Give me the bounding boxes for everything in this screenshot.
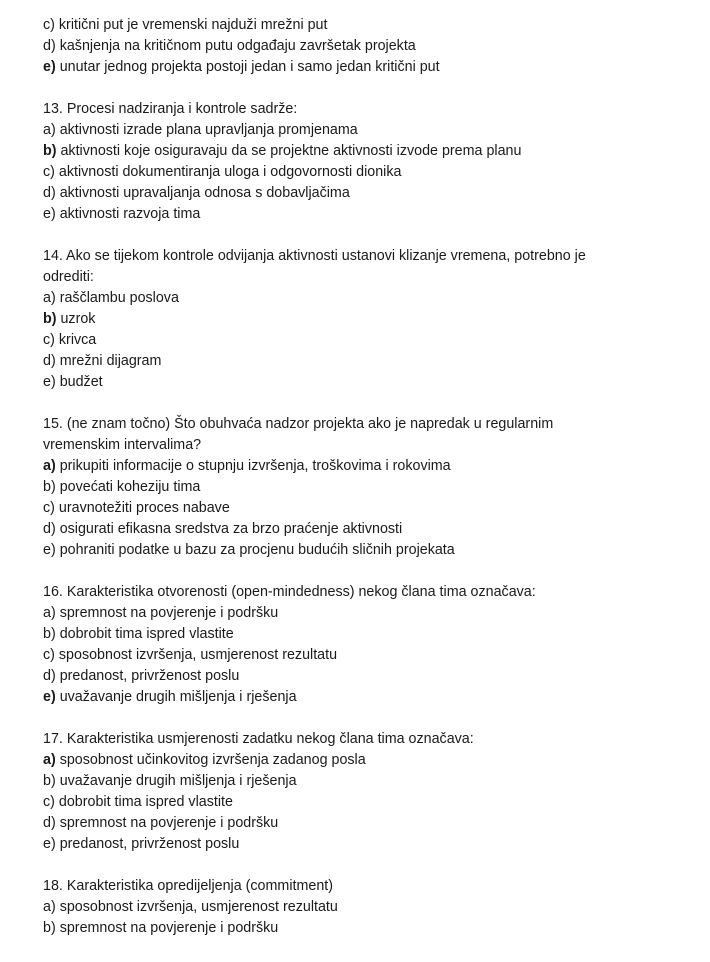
option-text: mrežni dijagram [59,353,162,369]
option-letter: a) [43,899,56,915]
option-letter: d) [43,668,56,684]
answer-option [43,372,683,393]
question-title: 16. Karakteristika otvorenosti (open-mindedness) nekog člana tima označava: [43,584,536,600]
option-letter: d) [43,38,56,54]
option-text: povećati koheziju tima [59,479,201,495]
answer-option [43,603,683,624]
option-letter: d) [43,185,56,201]
option-text: spremnost na povjerenje i podršku [59,815,279,831]
answer-option [43,141,683,162]
answer-option [43,540,683,561]
question-list [43,99,683,939]
answer-option [43,288,683,309]
answer-option [43,897,683,918]
option-letter: e) [43,206,56,222]
option-letter: b) [43,311,57,327]
answer-option [43,162,683,183]
option-text: sposobnost izvršenja, usmjerenost rezultatu [58,647,338,663]
option-text: sposobnost učinkovitog izvršenja zadanog posla [59,752,366,768]
option-text: aktivnosti upravaljanja odnosa s dobavljačima [59,185,350,201]
answer-option [43,687,683,708]
question-block [43,582,683,708]
option-text: uvažavanje drugih mišljenja i rješenja [59,773,297,789]
answer-option [43,456,683,477]
option-letter: d) [43,521,56,537]
option-letter: a) [43,752,56,768]
question-block [43,729,683,855]
answer-option [43,36,683,57]
question-block [43,414,683,561]
answer-option [43,750,683,771]
question-title: 13. Procesi nadziranja i kontrole sadrže: [43,101,298,117]
option-text: predanost, privrženost poslu [59,836,240,852]
option-text: pohraniti podatke u bazu za procjenu budućih sličnih projekata [59,542,455,558]
option-letter: d) [43,353,56,369]
answer-option [43,624,683,645]
option-letter: c) [43,332,55,348]
option-text: budžet [59,374,103,390]
option-letter: c) [43,164,55,180]
answer-option [43,834,683,855]
answer-option [43,15,683,36]
option-text: unutar jednog projekta postoji jedan i samo jedan kritični put [59,59,440,75]
option-letter: c) [43,500,55,516]
option-text: predanost, privrženost poslu [59,668,240,684]
option-letter: c) [43,794,55,810]
answer-option [43,645,683,666]
option-letter: a) [43,458,56,474]
answer-option [43,183,683,204]
answer-option [43,666,683,687]
option-text: uravnotežiti proces nabave [58,500,230,516]
option-text: dobrobit tima ispred vlastite [58,794,233,810]
option-text: krivca [58,332,97,348]
option-text: spremnost na povjerenje i podršku [59,605,279,621]
option-letter: b) [43,479,56,495]
option-letter: b) [43,143,57,159]
option-letter: c) [43,17,55,33]
question-title: 14. Ako se tijekom kontrole odvijanja aktivnosti ustanovi klizanje vremena, potrebno je [43,248,586,264]
option-letter: e) [43,689,56,705]
option-text: aktivnosti izrade plana upravljanja promjenama [59,122,358,138]
option-letter: a) [43,605,56,621]
option-letter: d) [43,815,56,831]
question-block [43,99,683,225]
option-letter: b) [43,920,56,936]
option-text: uzrok [60,311,96,327]
answer-option [43,309,683,330]
question-title: odrediti: [43,269,94,285]
option-text: osigurati efikasna sredstva za brzo praćenje aktivnosti [59,521,403,537]
option-letter: a) [43,290,56,306]
option-text: aktivnosti razvoja tima [59,206,201,222]
option-letter: e) [43,836,56,852]
answer-option [43,519,683,540]
question-title: 18. Karakteristika opredijeljenja (commitment) [43,878,334,894]
question-title: 17. Karakteristika usmjerenosti zadatku nekog člana tima označava: [43,731,474,747]
answer-option [43,120,683,141]
answer-option [43,57,683,78]
option-text: aktivnosti koje osiguravaju da se projektne aktivnosti izvode prema planu [60,143,522,159]
document-page [43,15,683,960]
option-text: uvažavanje drugih mišljenja i rješenja [59,689,297,705]
question-title: 15. (ne znam točno) Što obuhvaća nadzor projekta ako je napredak u regularnim [43,416,554,432]
option-text: dobrobit tima ispred vlastite [59,626,234,642]
option-letter: e) [43,542,56,558]
option-text: raščlambu poslova [59,290,179,306]
option-text: prikupiti informacije o stupnju izvršenja, troškovima i rokovima [59,458,451,474]
option-text: sposobnost izvršenja, usmjerenost rezultatu [59,899,338,915]
option-letter: a) [43,122,56,138]
option-text: kritični put je vremenski najduži mrežni put [58,17,328,33]
option-letter: b) [43,626,56,642]
option-text: aktivnosti dokumentiranja uloga i odgovornosti dionika [58,164,402,180]
answer-option [43,330,683,351]
question-block [43,876,683,939]
answer-option [43,792,683,813]
option-letter: e) [43,374,56,390]
answer-option [43,771,683,792]
answer-option [43,204,683,225]
answer-option [43,351,683,372]
option-text: spremnost na povjerenje i podršku [59,920,279,936]
option-letter: c) [43,647,55,663]
answer-option [43,918,683,939]
option-letter: b) [43,773,56,789]
option-letter: e) [43,59,56,75]
answer-option [43,477,683,498]
question-title: vremenskim intervalima? [43,437,202,453]
question-block [43,246,683,393]
answer-option [43,498,683,519]
option-text: kašnjenja na kritičnom putu odgađaju završetak projekta [59,38,416,54]
answer-option [43,813,683,834]
intro-options [43,15,683,78]
